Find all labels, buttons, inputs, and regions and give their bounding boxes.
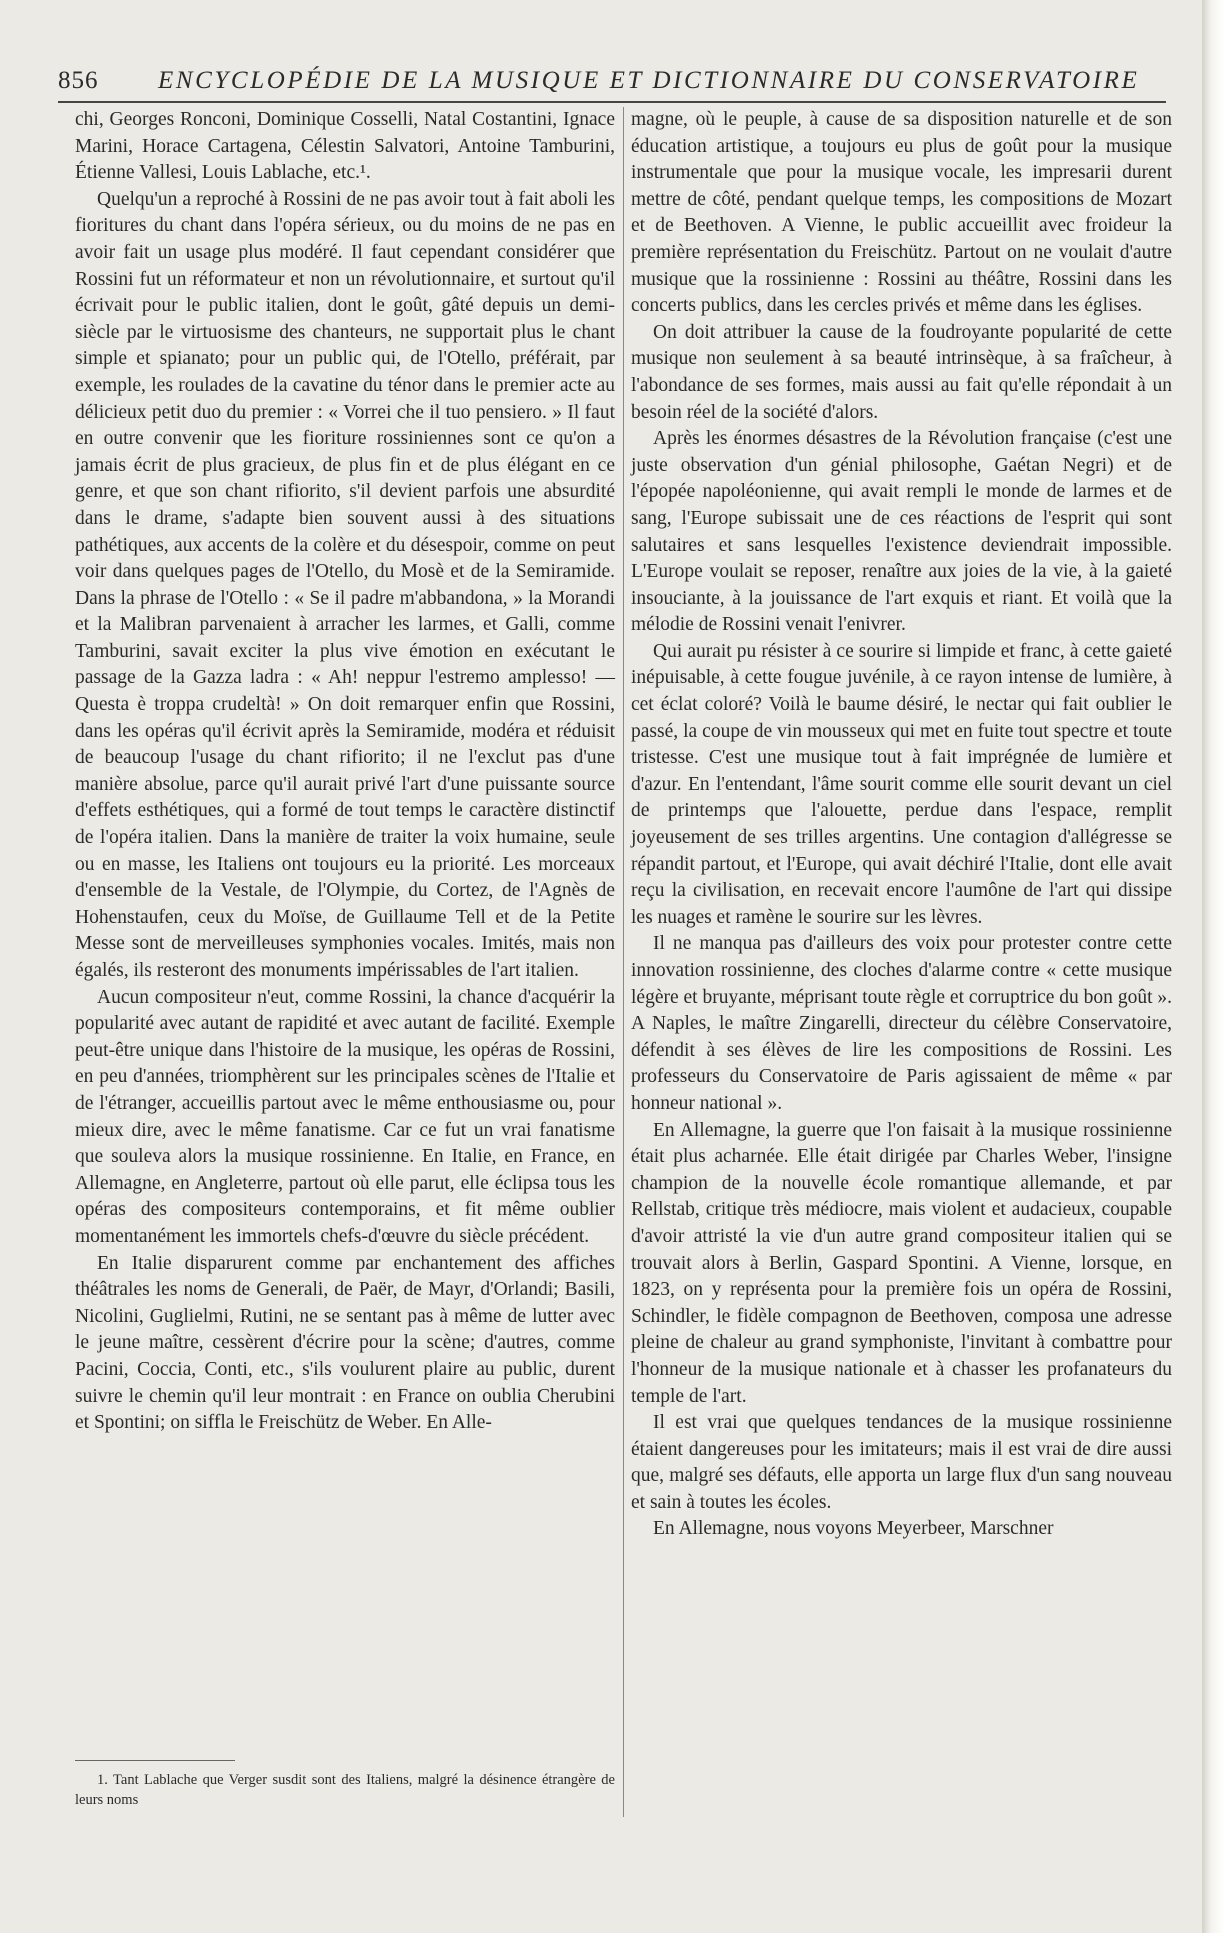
page-edge (1202, 0, 1224, 1933)
column-separator (623, 107, 624, 1817)
paragraph: Qui aurait pu résister à ce sourire si limpide et franc, à cette gaieté inépuisable, à cette fougue juvénile, à ce rayon intense de lumière, à cet éclat coloré? Voilà le baume désiré, le nectar qui fait oublier le passé, la coupe de vin mousseux qui met en fuite tout spectre et toute tristesse. C'est une musique tout à fait imprégnée de lumière et d'azur. En l'entendant, l'âme sourit comme elle sourit devant un ciel de printemps que l'alouette, perdue dans l'espace, remplit joyeusement de ses trilles argentins. Une contagion d'allégresse se répandit partout, et l'Europe, qui avait déchiré l'Italie, dont elle avait reçu la civilisation, en recevait encore l'aumône de l'art qui dissipe les nuages et ramène le sourire sur les lèvres. (631, 640, 1172, 928)
paragraph: On doit attribuer la cause de la foudroyante popularité de cette musique non seulement à sa beauté intrinsèque, à sa fraîcheur, à l'abondance de ses formes, mais aussi au fait qu'elle répondait à un besoin réel de la société d'alors. (631, 321, 1172, 423)
paragraph: En Allemagne, nous voyons Meyerbeer, Marschner (653, 1518, 1054, 1540)
left-column (75, 107, 615, 1437)
header-rule (58, 101, 1166, 103)
paragraph: chi, Georges Ronconi, Dominique Cosselli, Natal Costantini, Ignace Marini, Horace Cartagena, Célestin Salvatori, Antoine Tamburini, Étienne Vallesi, Louis Lablache, etc.¹. (75, 109, 615, 184)
running-title: ENCYCLOPÉDIE DE LA MUSIQUE ET DICTIONNAIRE DU CONSERVATOIRE (158, 67, 1140, 94)
paragraph: magne, où le peuple, à cause de sa disposition naturelle et de son éducation artistique, a toujours eu plus de goût pour la musique instrumentale que pour la musique vocale, les impresarii durent mettre de côté, pendant quelque temps, les compositions de Mozart et de Beethoven. A Vienne, le public accueillit avec froideur la première représentation du Freischütz. Partout on ne voulait d'autre musique que la rossinienne : Rossini au théâtre, Rossini dans les concerts publics, dans les cercles privés et même dans les églises. (631, 109, 1172, 317)
footnote (75, 1770, 615, 1810)
footnote-rule (75, 1760, 235, 1761)
right-column (631, 107, 1172, 1543)
paragraph: En Italie disparurent comme par enchantement des affiches théâtrales les noms de Generali, de Paër, de Mayr, d'Orlandi; Basili, Nicolini, Guglielmi, Rutini, ne se sentant pas à même de lutter avec le jeune maître, cessèrent d'écrire pour la scène; d'autres, comme Pacini, Coccia, Conti, etc., s'ils voulurent plaire au public, durent suivre le chemin qu'il leur montrait : en France on oublia Cherubini et Spontini; on siffla le Freischütz de Weber. En Alle- (75, 1252, 615, 1434)
page-number: 856 (58, 67, 99, 94)
paragraph: En Allemagne, la guerre que l'on faisait à la musique rossinienne était plus acharnée. Elle était dirigée par Charles Weber, l'insigne champion de la nouvelle école romantique allemande, et par Rellstab, critique très médiocre, mais violent et audacieux, coupable d'avoir attristé la vie d'un autre grand compositeur italien qui se trouvait alors à Berlin, Gaspard Spontini. A Vienne, lorsque, en 1823, on y représenta pour la première fois un opéra de Rossini, Schindler, le fidèle compagnon de Beethoven, composa une adresse pleine de chaleur au grand symphoniste, l'invitant à combattre pour l'honneur de la musique nationale et à chasser les profanateurs du temple de l'art. (631, 1119, 1172, 1407)
paragraph: Il est vrai que quelques tendances de la musique rossinienne étaient dangereuses pour les imitateurs; mais il est vrai de dire aussi que, malgré ses défauts, elle apporta un large flux d'un sang nouveau et sain à toutes les écoles. (631, 1412, 1172, 1513)
paragraph: Il ne manqua pas d'ailleurs des voix pour protester contre cette innovation rossinienne, des cloches d'alarme contre « cette musique légère et bruyante, méprisant toute règle et corruptrice du bon goût ». A Naples, le maître Zingarelli, directeur du célèbre Conservatoire, défendit à ses élèves de lire les compositions de Rossini. Les professeurs du Conservatoire de Paris agissaient de même « par honneur national ». (631, 933, 1172, 1114)
footnote-text: 1. Tant Lablache que Verger susdit sont des Italiens, malgré la désinence étrangère de leurs noms (75, 1772, 615, 1808)
paragraph: Quelqu'un a reproché à Rossini de ne pas avoir tout à fait aboli les fioritures du chant dans l'opéra sérieux, ou du moins de ne pas en avoir fait un usage plus modéré. Il faut cependant considérer que Rossini fut un réformateur et non un révolutionnaire, et surtout qu'il écrivait pour le public italien, dont le goût, gâté depuis un demi-siècle par le virtuosisme des chanteurs, ne supportait plus le chant simple et spianato; pour un public qui, de l'Otello, préférait, par exemple, les roulades de la cavatine du ténor dans le premier acte au délicieux petit duo du premier : « Vorrei che il tuo pensiero. » Il faut en outre convenir que les fioriture rossiniennes sont ce qu'on a jamais écrit de plus gracieux, de plus fin et de plus élégant en ce genre, et que son chant rifiorito, s'il devient parfois une absurdité dans le drame, s'adapte bien souvent aussi à des situations pathétiques, aux accents de la colère et du désespoir, comme on peut voir dans quelques pages de l'Otello, du Mosè et de la Semiramide. Dans la phrase de l'Otello : « Se il padre m'abbandona, » la Morandi et la Malibran parvenaient à arracher les larmes, et Galli, comme Tamburini, savait exciter la plus vive émotion en exécutant le passage de la Gazza ladra : « Ah! neppur l'estremo amplesso! — Questa è troppa crudeltà! » On doit remarquer enfin que Rossini, dans les opéras qu'il écrivit après la Semiramide, modéra et réduisit de beaucoup l'usage du chant rifiorito; il ne l'exclut pas d'une manière absolue, parce qu'il aurait privé l'art d'une puissante source d'effets esthétiques, qui a formé de tout temps le caractère distinctif de l'opéra italien. Dans la manière de traiter la voix humaine, seule ou en masse, les Italiens ont toujours eu la priorité. Les morceaux d'ensemble de la Vestale, de l'Olympie, du Cortez, de l'Agnès de Hohenstaufen, ceux du Moïse, de Guillaume Tell et de la Petite Messe sont de merveilleuses symphonies vocales. Imités, mais non égalés, ils resteront des monuments impérissables de l'art italien. (75, 188, 615, 981)
paragraph: Aucun compositeur n'eut, comme Rossini, la chance d'acquérir la popularité avec autant de rapidité et avec autant de facilité. Exemple peut-être unique dans l'histoire de la musique, les opéras de Rossini, en peu d'années, triomphèrent sur les principales scènes de l'Italie et de l'étranger, accueillis partout avec le même enthousiasme ou, pour mieux dire, avec le même fanatisme. Car ce fut un vrai fanatisme que souleva alors la musique rossinienne. En Italie, en France, en Allemagne, en Angleterre, partout où elle parut, elle éclipsa tous les opéras des compositeurs contemporains, et fit même oublier momentanément les immortels chefs-d'œuvre du siècle précédent. (75, 986, 615, 1247)
paragraph: Après les énormes désastres de la Révolution française (c'est une juste observation d'un génial philosophe, Gaétan Negri) et de l'épopée napoléonienne, qui avait rempli le monde de larmes et de sang, l'Europe subissait une de ces réactions de l'esprit qui sont salutaires et sans lesquelles l'existence deviendrait impossible. L'Europe voulait se reposer, renaître aux joies de la vie, à la gaieté insouciante, à la jouissance de l'art exquis et riant. Et voilà que la mélodie de Rossini venait l'enivrer. (631, 428, 1172, 636)
